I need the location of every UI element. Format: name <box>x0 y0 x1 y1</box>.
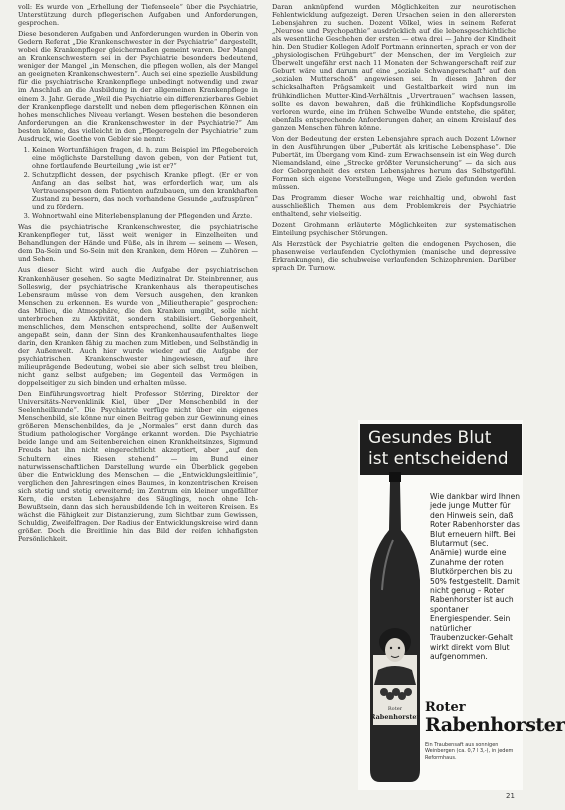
ad-headline-line: ist entscheidend <box>368 449 509 469</box>
paragraph: Dozent Grohmann erläuterte Möglichkeiten zur systematischen Einteilung psychischer Störungen. <box>272 221 516 238</box>
paragraph: Diese besonderen Aufgaben und Anforderungen wurden in Oberin von Gedern Referat „Die Krankenschwester in der Psychiatrie“ dargestellt, wobei die Krankenpfleger gleichermaßen gemeint waren. Der Mangel an Krankenschwestern sei in der Psychiatrie besonders bedeutend, weniger der Mangel „in Menschen, die pflegen wollen, als der Mangel an geeigneten Krankenschwestern“. Auch sei eine spezielle Ausbildung für die psychiatrische Krankenpflege unbedingt notwendig und zwar im Anschluß an die Ausbildung in der allgemeinen Krankenpflege in einem 3. Jahr. Gerade „Weil die Psychiatrie ein differenzierbares Gebiet der Krankenpflege darstellt und neben dem pflegerischen Können ein hohes menschliches Niveau verlangt. Wesen bestehen die besonderen Anforderungen an die Krankenschwester in der Psychiatrie?“ Am besten könne, das vielleicht in den „Pflegeregeln der Psychiatrie“ zum Ausdruck, wie Goethe von Gebler sie nennt: <box>18 30 258 143</box>
page-number: 21 <box>506 792 515 800</box>
paragraph: Von der Bedeutung der ersten Lebensjahre sprach auch Dozent Löwner in den Ausführungen über „Pubertät als kritische Lebensphase“. Die Pubertät, im Übergang vom Kind- zum Erwachsensein ist ein Weg durch Niemandsland, eine „Strecke größter Verunsicherung“ — da sich aus der Geborgenheit des ersten Lebensjahres herum das Selbstgefühl. Formen sich eigene Vorstellungen, Wege und Ziele gefunden werden müssen. <box>272 134 516 192</box>
paragraph: Den Einführungsvortrag hielt Professor Störring, Direktor der Universitäts-Nervenklinik Kiel, über „Der Menschenbild in der Seelenheilkunde“. Die Psychiatrie verfüge nicht über ein eigenes Menschenbild, sie könne nur einen Beitrag geben zur Gewinnung eines größeren Menschenbildes, da je „Normales“ erst dann durch das Studium pathologischer Vorgänge erkannt worden. Die Psychiatrie beide lange und am Seitenbereichen einen Krankheitsinzes, Sigmund Freuds hat ihn nicht eingerechtlicht akzeptiert, aber „auf den Schultern eines Riesen stehend“ — im Bund einer naturwissenschaftlichen Darstellung wurde ein Überblick gegeben über die Entwicklung des Menschen — die „Entwicklungsleitlinie“, verglichen den Jahresringen eines Baumes, in konzentrischen Kreisen sich stetig und stetig erweiternd; im Zentrum ein kleiner ungefällter Kern, die ersten Lebensjahre des Säuglings, noch ohne Ich-Bewußtsein, dann das sich herausbildende Ich in weiteren Kreisen. Es wächst die Fähigkeit zur Distanzierung, zum Sichtbar zum Gewissen, Schuldig, Zweifelfragen. Der Radius der Entwicklungskreise wird dann größer. Doch die Breitlinie hin das Bild der reifen ichhafigsten Persönlichkeit. <box>18 390 258 543</box>
ad-body-text: Wie dankbar wird Ihnen jede junge Mutter für den Hinweis sein, daß Roter Rabenhorster das Blut erneuern hilft. Bei Blutarmut (sec. Anämie) wurde eine Zunahme der roten Blutkörperchen bis zu 50% festgestellt. Damit nicht genug – Roter Rabenhorster ist auch spontaner Energiespender. Sein natürlicher Traubenzucker-Gehalt wirkt direkt vom Blut aufgenommen. <box>430 492 521 661</box>
ad-headline <box>360 424 522 475</box>
paragraph: voll: Es wurde von „Erhellung der Tiefenseele“ über die Psychiatrie, Unterstützung durch pflegerischen Aufgaben und Anforderungen, gesprochen. <box>18 3 258 28</box>
left-text-column <box>18 3 258 803</box>
bottle-with-woman-image <box>360 470 430 788</box>
list-item: 2. Schutzpflicht dessen, der psychisch Kranke pflegt. (Er er von Anfang an das selbst hat, was erforderlich war, um als Vertrauensperson dem Patienten aufzubauen, um den krankhaften Zustand zu bessern, das noch vorhandene Gesunde „aufzuspüren“ und zu fördern. <box>32 171 258 211</box>
ad-brand-name: Rabenhorster <box>425 714 565 736</box>
list-item: 1. Keinen Wortunfähigen fragen, d. h. zum Beispiel im Pflegebereich eine möglichste Darstellung davon geben, von der Patient tut, ohne fortlaufende Beurteilung „wie ist er?“ <box>32 146 258 170</box>
bottle-label-top: Roter <box>387 706 403 712</box>
bottle-cap <box>389 472 401 482</box>
bottle-label-brand: Rabenhorster <box>370 713 420 721</box>
paragraph: Daran anknüpfend wurden Möglichkeiten zur neurotischen Fehlentwicklung aufgezeigt. Deren Ursachen seien in den allerersten Lebensjahren zu suchen. Dozent Völkel, wies in seinem Referat „Neurose und Psychopathie“ ausdrücklich auf die lebensgeschichtliche als wesentliche Geschehen der ersten — etwa drei — Jahre der Kindheit hin. Den Studier Kollegen Adolf Portmann erinnerten, sprach er von der „physiologischen Frühgeburt“ der Menschen, der im Vergleich zur Überwelt ungefähr erst nach 11 Monaten der Schwangerschaft reif zur Geburt wäre und darum auf eine „soziale Schwangerschaft“ auf den „sozialen Mutterschoß“ angewiesen sei. In diesen Jahren der schicksalhaften Prägsamkeit und Gestaltbarkeit wird nun im frühkindlichen Mutter-Kind-Verhältnis „Urvertrauen“ wachsen lassen, sollte es davon bewahren, daß die frühkindliche Kopfsdungsrolle verloren wurde, eine im frühen Schwelbe Wunde entstehe, die später, ebenfalls entsprechende Anforderungen daher, an einem Kreislauf des ganzen Menschen führen könne. <box>272 3 516 132</box>
paragraph: Das Programm dieser Woche war reichhaltig und, obwohl fast ausschließlich Themen aus dem Problemkreis der Psychiatrie enthaltend, sehr vielseitig. <box>272 194 516 219</box>
ad-small-print: Ein Traubensaft aus sonnigen Weinbergen (ca. 0,7 l 3,-), in jedem Reformhaus. <box>425 742 514 761</box>
list-item: 3. Wohnortwahl eine Miterlebensplanung der Pflegenden und Ärzte. <box>32 212 258 220</box>
paragraph: Aus dieser Sicht wird auch die Aufgabe der psychiatrischen Krankenhäuser gesehen. So sagte Medizinalrat Dr. Steinbrenner, aus Solleswig, der psychiatrische Krankenhaus als therapeutisches Lebensraum müsse von dem Versuch ausgehen, den kranken Menschen zu erkennen. Es wurde von „Milieutherapie“ gesprochen: das Milieu, die Atmosphäre, die den Kranken umgibt, solle nicht unterbrochen zu Aktivität, sondern stabilisiert. Geborgenheit, menschliches, dem Menschen entsprechend, sollte der Außenwelt angepaßt sein, dann der Sinn des Krankenhausaufenthaltes liege darin, den Kranken fähig zu machen zum Mitleben, und Selbständig in der Außenwelt. Auch hier wurde wieder auf die Aufgabe der psychiatrischen Krankenschwester hingewiesen, auf ihre milieuprägende Bedeutung, wobei sie aber sich selbst treu bleiben, nicht ganz selbst aufgeben; im Gegenteil das Vermögen in doppelseitiger zu sich binden und erhalten müsse. <box>18 266 258 388</box>
rules-list <box>18 146 258 220</box>
ad-headline-line: Gesundes Blut <box>368 428 492 448</box>
paragraph: Was die psychiatrische Krankenschwester, die psychiatrische Krankenpfleger tut, lässt weit weniger in Einzelheiten und Behandlungen der Hände und Füße, als in ihrem — seinem — Wesen, dem Da-Sein und So-Sein mit den Kranken, dem Hören — Zuhören — und Sehen. <box>18 223 258 264</box>
paragraph: Als Herzstück der Psychiatrie gelten die endogenen Psychosen, die phasenweise verlaufenden Cyclothymien (manische und depressive Erkrankungen), die schubweise verlaufenden Schizophrenien. Darüber sprach Dr. Turnow. <box>272 240 516 273</box>
right-text-column <box>272 3 516 348</box>
ad-brand-line1: Roter <box>425 700 466 715</box>
